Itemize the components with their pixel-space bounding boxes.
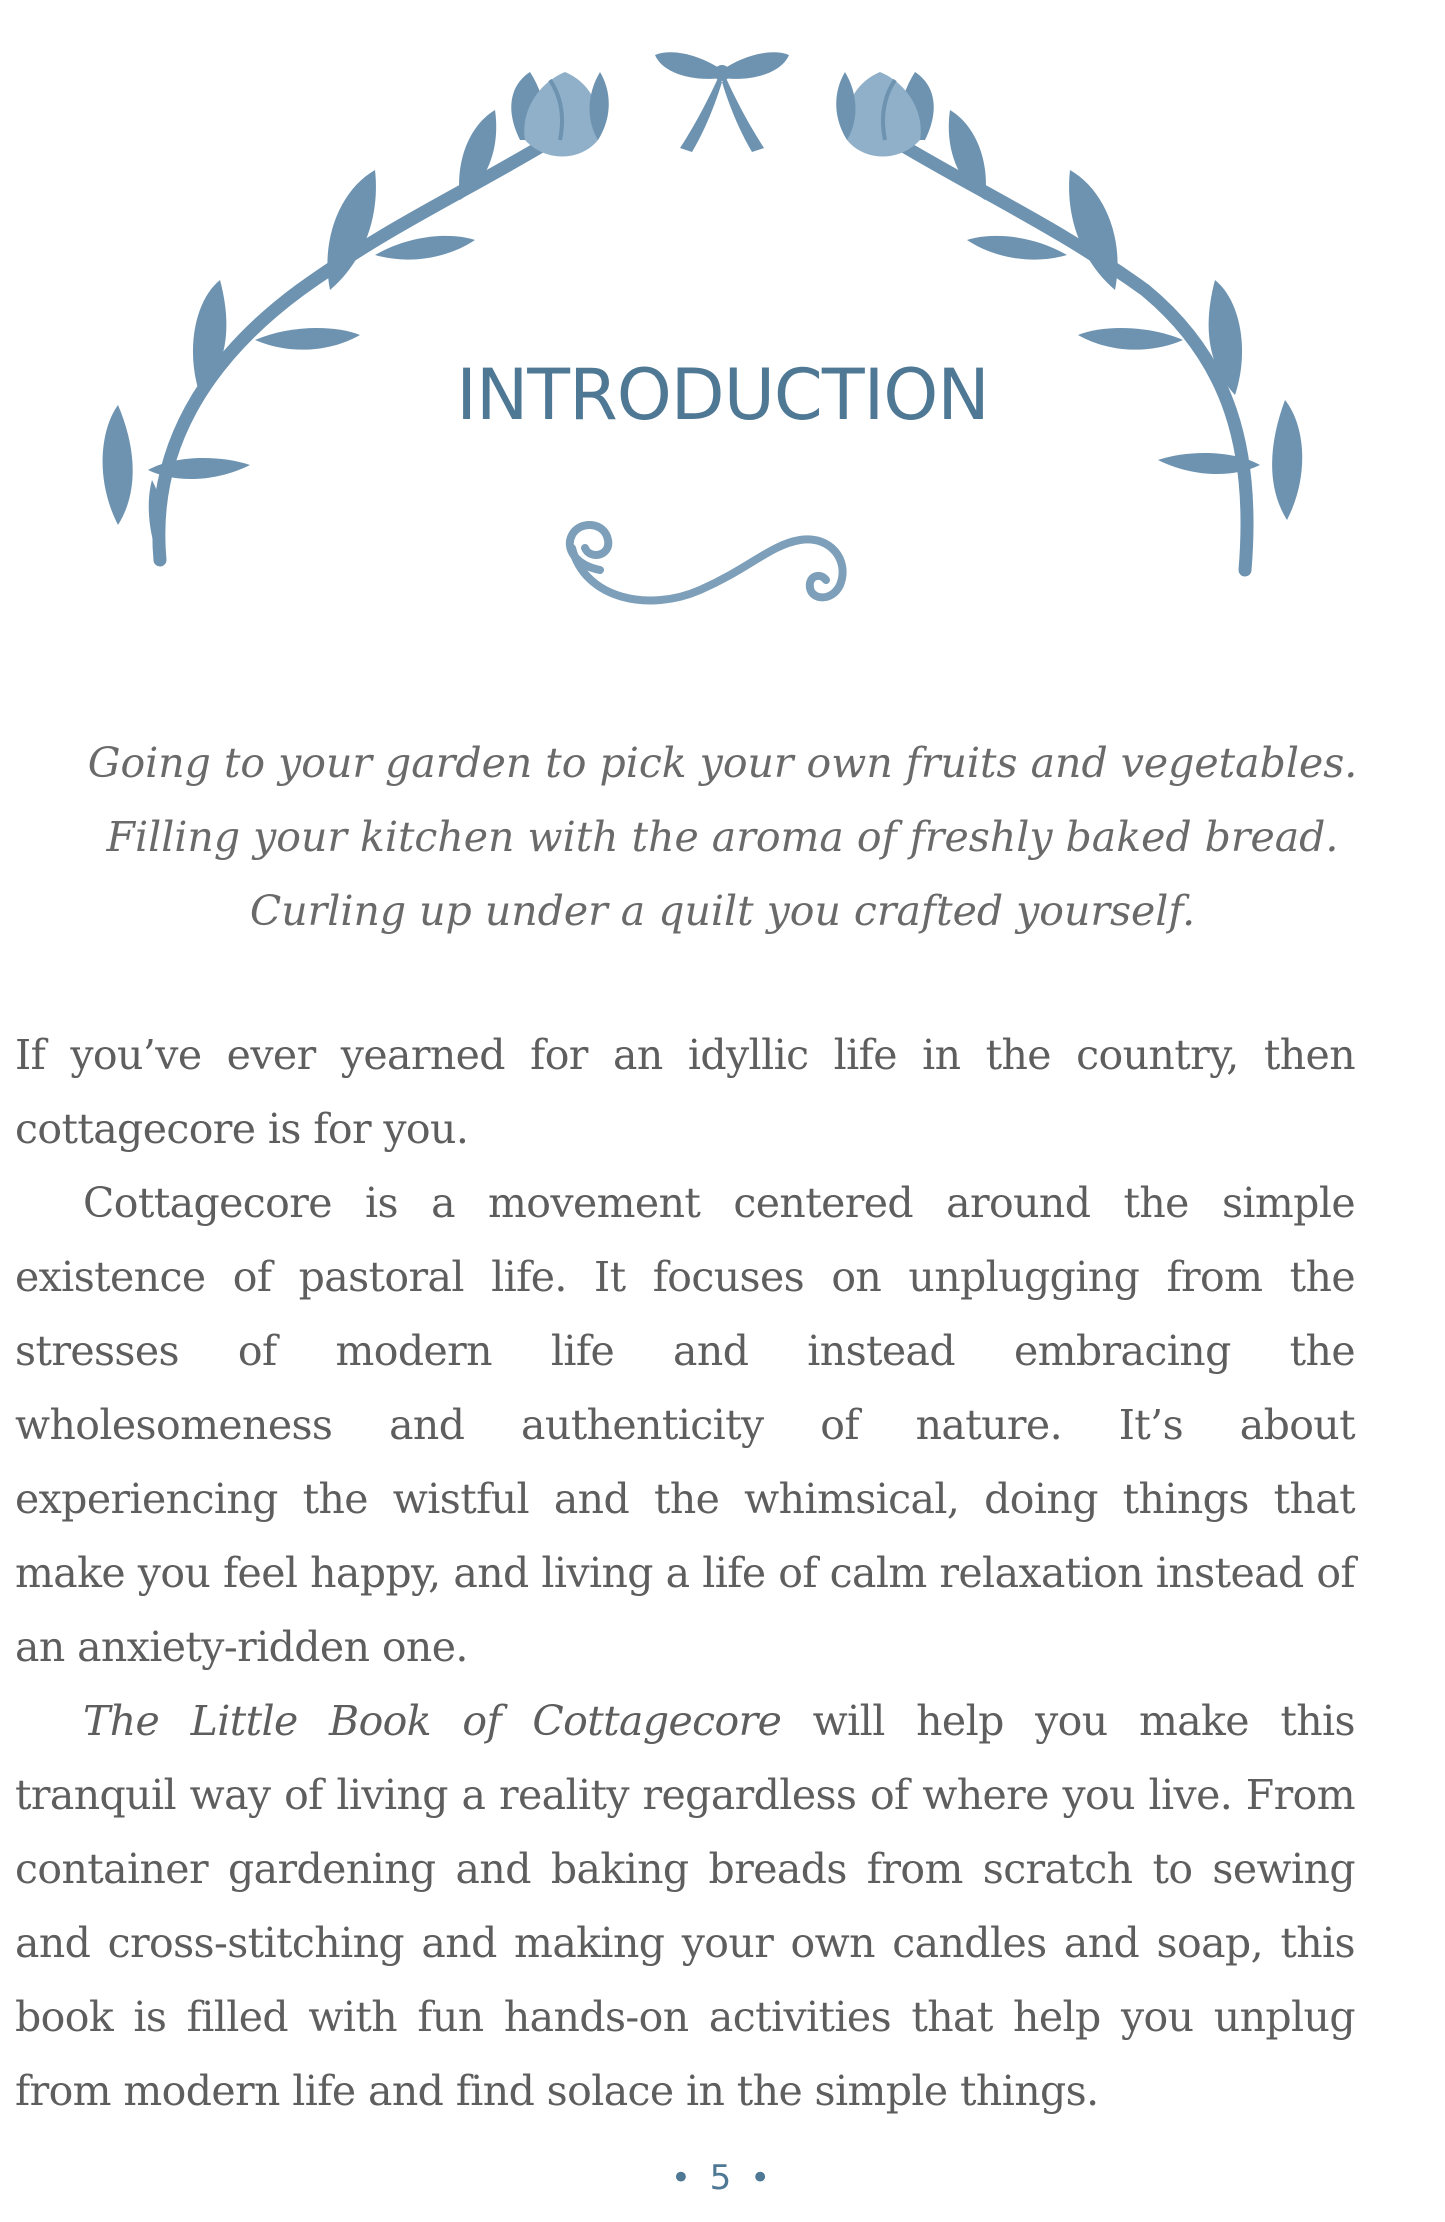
chapter-title: INTRODUCTION	[456, 354, 989, 436]
epigraph	[0, 726, 1445, 948]
left-branch-icon	[103, 110, 560, 560]
page-number: • 5 •	[670, 2158, 775, 2198]
floral-garland-icon	[0, 0, 1445, 640]
paragraph-3-text: will help you make this tranquil way of living a reality regardless of where you live. From container gardening and baking breads from scratch to sewing and cross-stitching and making your own candles and soap, this book is filled with fun hands-on activities that help you unplug from modern life and find solace in the simple things.	[15, 1697, 1355, 2115]
swirl-flourish-icon	[570, 525, 843, 600]
right-tulip-icon	[836, 72, 933, 157]
book-title-reference: The Little Book of Cottagecore	[83, 1697, 782, 1745]
bow-icon	[655, 52, 789, 152]
right-branch-icon	[885, 110, 1302, 570]
left-tulip-icon	[511, 72, 608, 157]
epigraph-line: Filling your kitchen with the aroma of freshly baked bread.	[106, 813, 1339, 861]
epigraph-line: Going to your garden to pick your own fruits and vegetables.	[87, 739, 1358, 787]
paragraph-1: If you’ve ever yearned for an idyllic life in the country, then cottagecore is for you.	[15, 1031, 1355, 1153]
paragraph-3	[15, 1684, 1355, 2128]
paragraph-2: Cottagecore is a movement centered around the simple existence of pastoral life. It focuses on unplugging from the stresses of modern life and instead embracing the wholesomeness and authenticity of nature. It’s about experiencing the wistful and the whimsical, doing things that make you feel happy, and living a life of calm relaxation instead of an anxiety-ridden one.	[15, 1179, 1355, 1671]
epigraph-line: Curling up under a quilt you crafted yourself.	[249, 887, 1196, 935]
body-text	[15, 1018, 1355, 2128]
